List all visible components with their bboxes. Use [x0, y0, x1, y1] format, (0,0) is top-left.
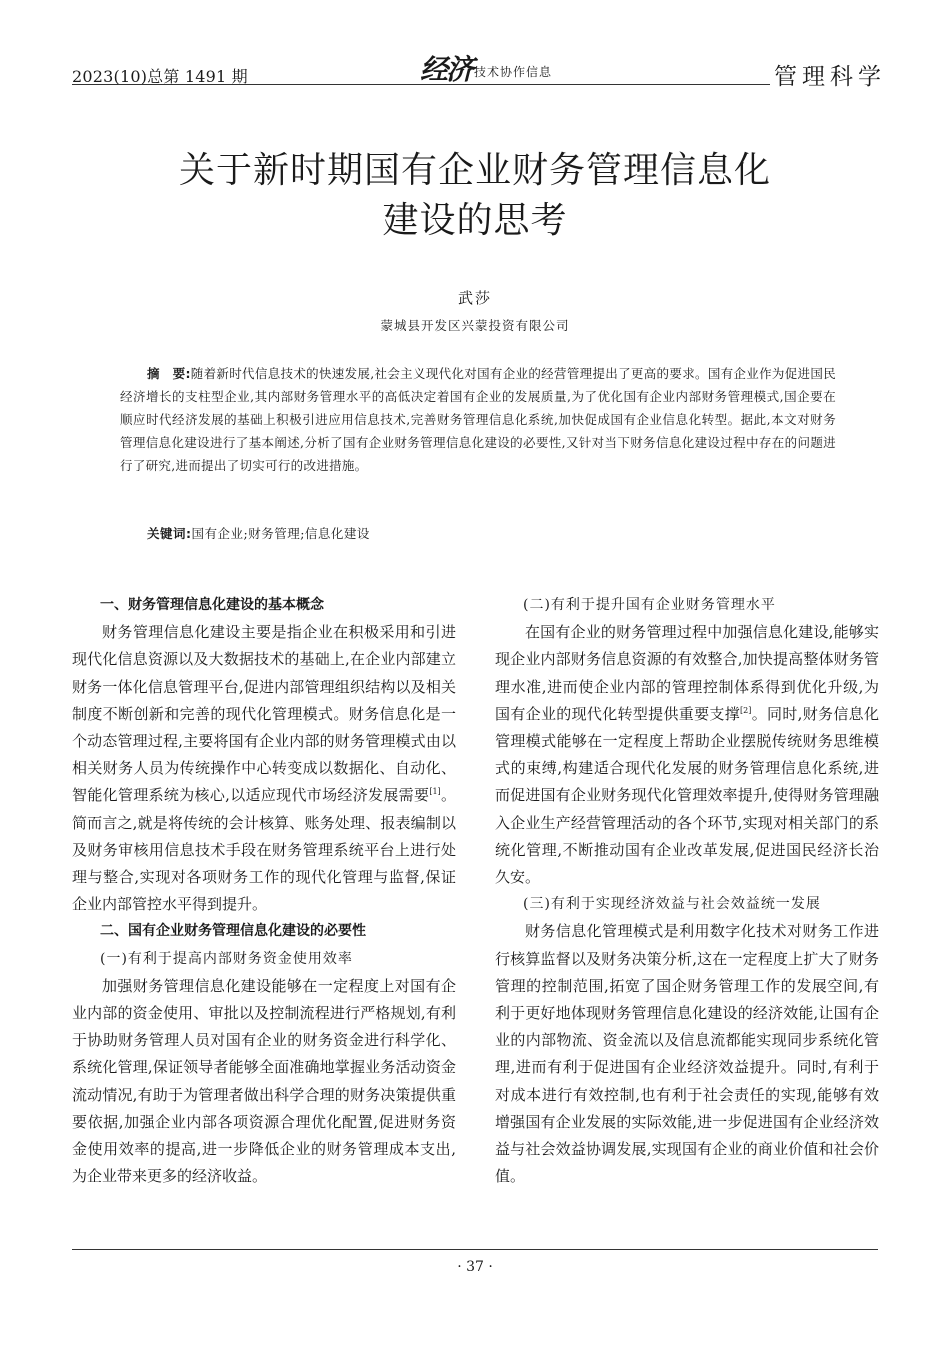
issue-info: 2023(10)总第 1491 期 [72, 67, 248, 86]
article-title [0, 146, 950, 246]
section-heading-2: 二、国有企业财务管理信息化建设的必要性 [100, 923, 366, 940]
footer-rule [72, 1249, 878, 1250]
paragraph-3 [495, 619, 879, 891]
section-heading-1: 一、财务管理信息化建设的基本概念 [100, 597, 324, 613]
paragraph-3-end: 。同时,财务信息化管理模式能够在一定程度上帮助企业摆脱传统财务思维模式的束缚,构建适合现代化发展的财务管理信息化系统,进而促进国有企业财务现代化管理效率提升,使得财务管理融入企业生产经营管理活动的各个环节,实现对相关部门的系统化管理,不断推动国有企业改革发展,促进国民经济长治久安。 [495, 704, 879, 887]
keywords-text: 国有企业;财务管理;信息化建设 [191, 526, 370, 541]
paragraph-3-text: 在国有企业的财务管理过程中加强信息化建设,能够实现企业内部财务信息资源的有效整合,加快提高整体财务管理水准,进而使企业内部的管理控制体系得到优化升级,为国有企业的现代化转型提供重要支撑 [495, 623, 879, 723]
journal-masthead [420, 50, 552, 86]
subsection-heading-3: (三)有利于实现经济效益与社会效益统一发展 [523, 896, 821, 913]
journal-subtitle: 技术协作信息 [474, 65, 553, 79]
abstract-label: 摘 要: [147, 366, 191, 381]
abstract-text: 随着新时代信息技术的快速发展,社会主义现代化对国有企业的经营管理提出了更高的要求。国有企业作为促进国民经济增长的支柱型企业,其内部财务管理水平的高低决定着国有企业的发展质量,为了优化国有企业内部财务管理模式,国企要在顺应时代经济发展的基础上积极引进应用信息技术,完善财务管理信息化系统,加快促成国有企业信息化转型。据此,本文对财务管理信息化建设进行了基本阐述,分析了国有企业财务管理信息化建设的必要性,又针对当下财务信息化建设过程中存在的问题进行了研究,进而提出了切实可行的改进措施。 [120, 366, 836, 473]
title-line-2: 建设的思考 [382, 200, 568, 241]
paragraph-1-text: 财务管理信息化建设主要是指企业在积极采用和引进现代化信息资源以及大数据技术的基础上,在企业内部建立财务一体化信息管理平台,促进内部管理组织结构以及相关制度不断创新和完善的现代化管理模式。财务信息化是一个动态管理过程,主要将国有企业内部的财务管理模式由以相关财务人员为传统操作中心转变成以数据化、自动化、智能化管理系统为核心,以适应现代市场经济发展需要 [72, 623, 456, 805]
subsection-heading-1: (一)有利于提高内部财务资金使用效率 [100, 950, 353, 967]
paragraph-1-end: 。简而言之,就是将传统的会计核算、账务处理、报表编制以及财务审核用信息技术手段在财务管理系统平台上进行处理与整合,实现对各项财务工作的现代化管理与监督,保证企业内部管控水平得到提升。 [72, 786, 456, 914]
title-line-1: 关于新时期国有企业财务管理信息化 [178, 150, 771, 191]
citation-1: [1] [429, 787, 441, 797]
left-column [72, 592, 456, 1190]
affiliation: 蒙城县开发区兴蒙投资有限公司 [380, 318, 570, 333]
subsection-heading-2: (二)有利于提升国有企业财务管理水平 [523, 597, 776, 613]
paragraph-1 [72, 619, 456, 918]
journal-logo: 经济 [420, 53, 473, 86]
citation-2: [2] [740, 705, 752, 715]
author: 武莎 [457, 289, 492, 307]
section-name: 管理科学 [770, 58, 886, 91]
keywords [147, 524, 370, 542]
right-column [495, 592, 879, 1190]
page-number: · 37 · [457, 1259, 493, 1275]
abstract [120, 362, 836, 477]
paragraph-4: 财务信息化管理模式是利用数字化技术对财务工作进行核算监督以及财务决策分析,这在一定程度上扩大了财务管理的控制范围,拓宽了国企财务管理工作的发展空间,有利于更好地体现财务管理信息化建设的经济效能,让国有企业的内部物流、资金流以及信息流都能实现同步系统化管理,进而有利于促进国有企业经济效益提升。同时,有利于对成本进行有效控制,也有利于社会责任的实现,能够有效增强国有企业发展的实际效能,进一步促进国有企业经济效益与社会效益协调发展,实现国有企业的商业价值和社会价值。 [495, 922, 879, 1186]
paragraph-2: 加强财务管理信息化建设能够在一定程度上对国有企业内部的资金使用、审批以及控制流程进行严格规划,有利于协助财务管理人员对国有企业的财务资金进行科学化、系统化管理,保证领导者能够全面准确地掌握业务活动资金流动情况,有助于为管理者做出科学合理的财务决策提供重要依据,加强企业内部各项资源合理优化配置,促进财务资金使用效率的提高,进一步降低企业的财务管理成本支出,为企业带来更多的经济收益。 [72, 976, 456, 1186]
keywords-label: 关键词: [147, 526, 192, 541]
